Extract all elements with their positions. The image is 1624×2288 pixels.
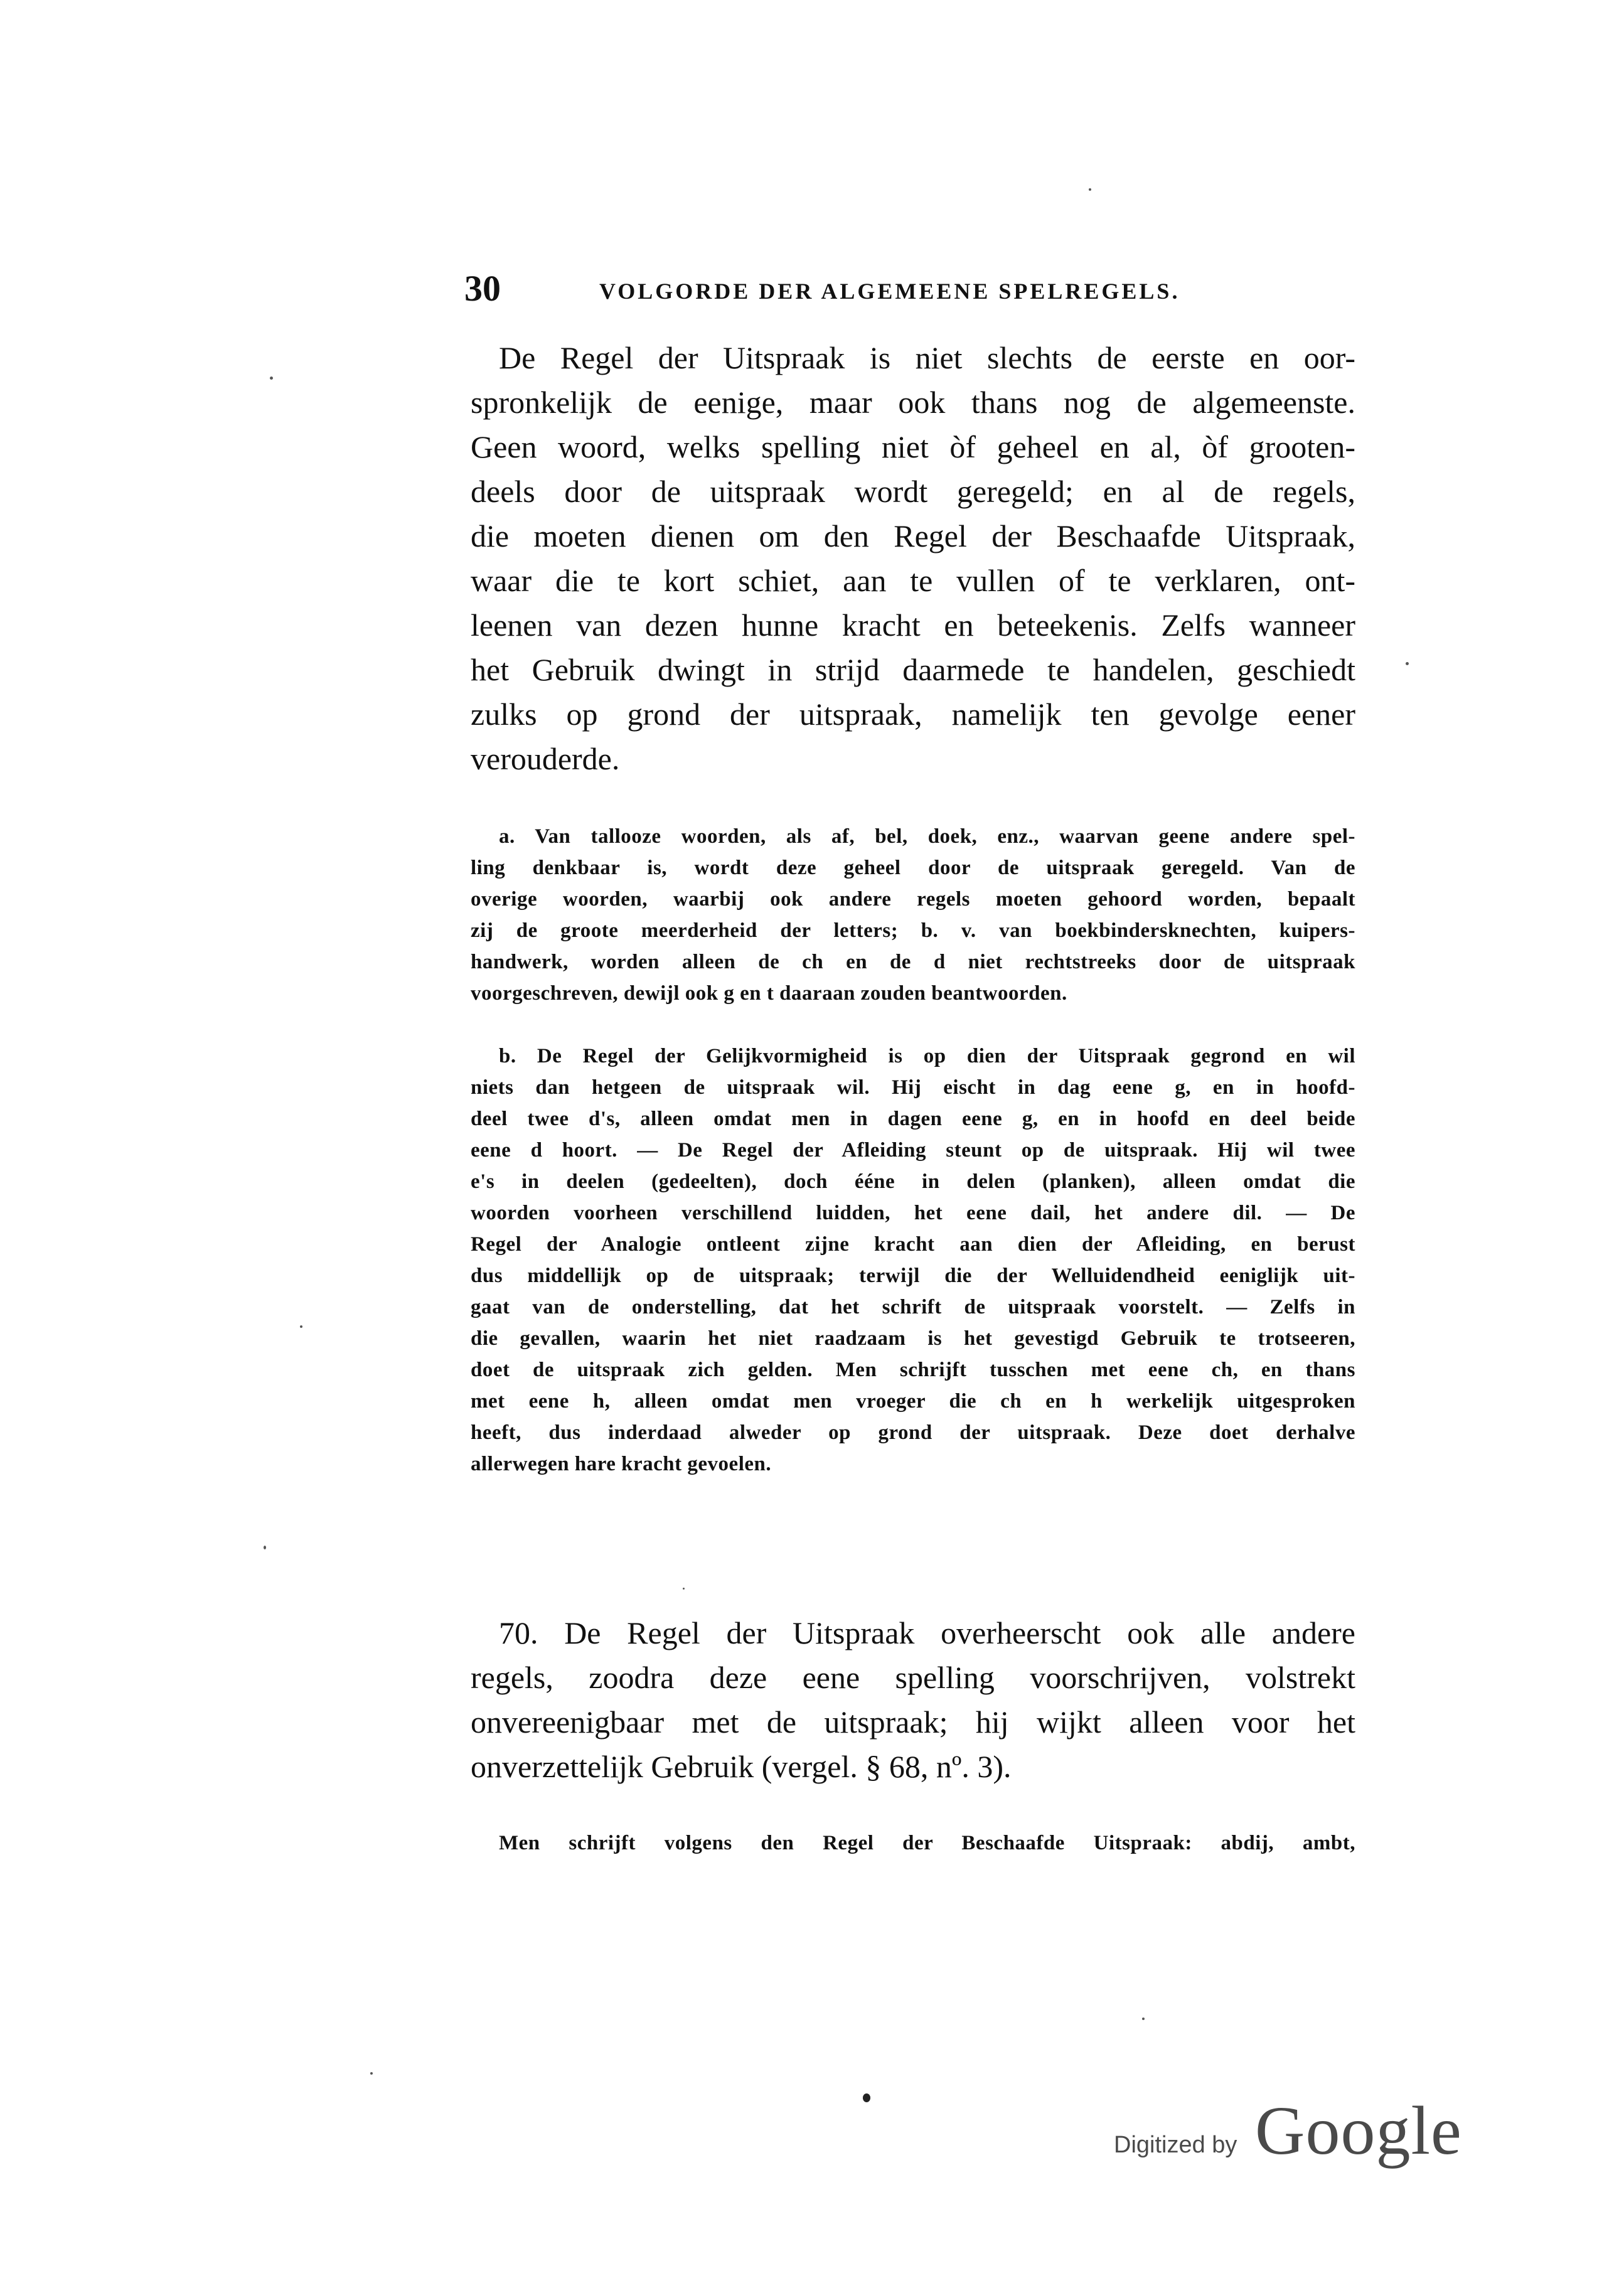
note-a-line: zij de groote meerderheid der letters; b. v. van boekbindersknechten, kuipers- xyxy=(471,919,1355,942)
main-paragraph-line: spronkelijk de eenige, maar ook thans nog de algemeenste. xyxy=(471,385,1355,420)
section-70-line: onvereenigbaar met de uitspraak; hij wijkt alleen voor het xyxy=(471,1704,1355,1740)
scan-speck xyxy=(863,2093,870,2102)
scan-speck xyxy=(300,1325,302,1328)
main-paragraph-line: De Regel der Uitspraak is niet slechts de eerste en oor- xyxy=(499,340,1355,375)
running-title: VOLGORDE DER ALGEMEENE SPELREGELS. xyxy=(599,279,1180,304)
google-logo: Google xyxy=(1255,2092,1462,2169)
scan-speck xyxy=(1406,662,1409,665)
main-paragraph-line: deels door de uitspraak wordt geregeld; en al de regels, xyxy=(471,474,1355,509)
scan-speck xyxy=(1089,188,1091,191)
main-paragraph-line: Geen woord, welks spelling niet òf geheel en al, òf grooten- xyxy=(471,429,1355,464)
note-a-line: voorgeschreven, dewijl ook g en t daaraan zouden beantwoorden. xyxy=(471,982,1067,1005)
scan-speck xyxy=(683,1588,685,1590)
main-paragraph-line: waar die te kort schiet, aan te vullen of te verklaren, ont- xyxy=(471,563,1355,598)
digitized-by-watermark xyxy=(1114,2093,1478,2168)
note-a-line: overige woorden, waarbij ook andere regels moeten gehoord worden, bepaalt xyxy=(471,888,1355,911)
note-b-line: Regel der Analogie ontleent zijne kracht aan dien der Afleiding, en berust xyxy=(471,1233,1355,1256)
main-paragraph-line: die moeten dienen om den Regel der Beschaafde Uitspraak, xyxy=(471,518,1355,553)
section-70-line: regels, zoodra deze eene spelling voorschrijven, volstrekt xyxy=(471,1660,1355,1695)
note-b-line: niets dan hetgeen de uitspraak wil. Hij eischt in dag eene g, en in hoofd- xyxy=(471,1076,1355,1099)
main-paragraph-line: leenen van dezen hunne kracht en beteekenis. Zelfs wanneer xyxy=(471,607,1355,643)
note-b-line: doet de uitspraak zich gelden. Men schrijft tusschen met eene ch, en thans xyxy=(471,1359,1355,1381)
note-b-line: heeft, dus inderdaad alweder op grond der uitspraak. Deze doet derhalve xyxy=(471,1421,1355,1444)
note-a-line: handwerk, worden alleen de ch en de d niet rechtstreeks door de uitspraak xyxy=(471,951,1355,973)
scan-speck xyxy=(370,2072,373,2075)
main-paragraph-line: verouderde. xyxy=(471,741,620,776)
note-70-line: Men schrijft volgens den Regel der Beschaafde Uitspraak: abdij, ambt, xyxy=(499,1832,1355,1854)
scan-speck xyxy=(264,1546,266,1549)
note-a-line: a. Van tallooze woorden, als af, bel, doek, enz., waarvan geene andere spel- xyxy=(499,825,1355,848)
note-b-line: gaat van de onderstelling, dat het schrift de uitspraak voorstelt. — Zelfs in xyxy=(471,1296,1355,1318)
note-b-line: deel twee d's, alleen omdat men in dagen eene g, en in hoofd en deel beide xyxy=(471,1108,1355,1130)
section-70-line: onverzettelijk Gebruik (vergel. § 68, nº. 3). xyxy=(471,1749,1012,1784)
note-b-line: eene d hoort. — De Regel der Afleiding steunt op de uitspraak. Hij wil twee xyxy=(471,1139,1355,1162)
note-b-line: woorden voorheen verschillend luidden, het eene dail, het andere dil. — De xyxy=(471,1202,1355,1224)
note-b-line: allerwegen hare kracht gevoelen. xyxy=(471,1453,772,1475)
note-b-line: met eene h, alleen omdat men vroeger die ch en h werkelijk uitgesproken xyxy=(471,1390,1355,1413)
main-paragraph-line: zulks op grond der uitspraak, namelijk ten gevolge eener xyxy=(471,697,1355,732)
note-b-line: e's in deelen (gedeelten), doch ééne in delen (planken), alleen omdat die xyxy=(471,1170,1355,1193)
scan-speck xyxy=(270,377,273,380)
note-b-line: dus middellijk op de uitspraak; terwijl die der Welluidendheid eeniglijk uit- xyxy=(471,1264,1355,1287)
note-b-line: b. De Regel der Gelijkvormigheid is op dien der Uitspraak gegrond en wil xyxy=(499,1045,1355,1067)
main-paragraph-line: het Gebruik dwingt in strijd daarmede te handelen, geschiedt xyxy=(471,652,1355,687)
section-70-line: 70. De Regel der Uitspraak overheerscht ook alle andere xyxy=(499,1615,1355,1650)
note-b-line: die gevallen, waarin het niet raadzaam is het gevestigd Gebruik te trotseeren, xyxy=(471,1327,1355,1350)
note-a-line: ling denkbaar is, wordt deze geheel door de uitspraak geregeld. Van de xyxy=(471,857,1355,879)
digitized-by-text: Digitized by xyxy=(1114,2132,1237,2158)
scan-speck xyxy=(1142,2018,1145,2020)
page-number: 30 xyxy=(464,268,501,309)
